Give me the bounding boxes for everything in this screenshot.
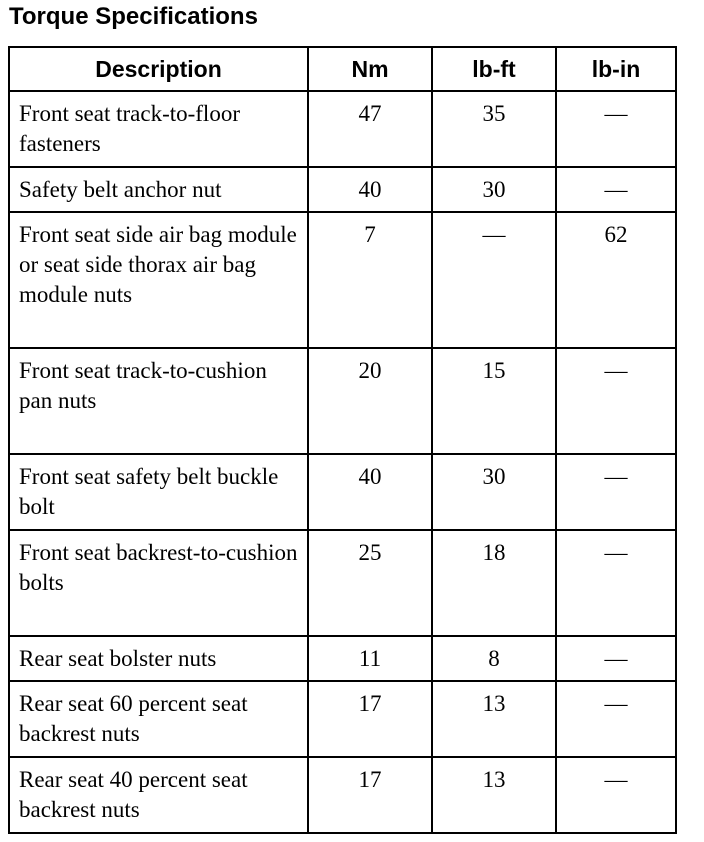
row-lbft: 15 [432,348,556,454]
row-description: Rear seat bolster nuts [9,636,308,681]
row-lbft: — [432,212,556,348]
row-lbin: — [556,454,676,530]
row-description: Front seat backrest-to-cushion bolts [9,530,308,636]
table-row [9,91,676,167]
row-nm: 11 [308,636,432,681]
table-row [9,757,676,833]
row-lbin: — [556,91,676,167]
table-row [9,636,676,681]
table-row [9,530,676,636]
row-lbin: — [556,681,676,757]
row-description: Safety belt anchor nut [9,167,308,212]
row-lbft: 35 [432,91,556,167]
row-nm: 40 [308,454,432,530]
row-description: Front seat track-to-floor fasteners [9,91,308,167]
row-nm: 7 [308,212,432,348]
row-description: Front seat track-to-cushion pan nuts [9,348,308,454]
table-header-row [9,47,676,91]
table-row [9,681,676,757]
row-lbft: 13 [432,681,556,757]
row-lbin: — [556,167,676,212]
row-lbft: 18 [432,530,556,636]
row-lbft: 13 [432,757,556,833]
table-row [9,348,676,454]
row-description: Front seat side air bag module or seat side thorax air bag module nuts [9,212,308,348]
table-row [9,454,676,530]
row-nm: 17 [308,681,432,757]
torque-spec-table [8,46,677,834]
table-row [9,212,676,348]
row-lbft: 30 [432,167,556,212]
header-lbin: lb-in [556,47,676,91]
header-nm: Nm [308,47,432,91]
row-nm: 40 [308,167,432,212]
row-lbin: 62 [556,212,676,348]
row-lbft: 30 [432,454,556,530]
header-description: Description [9,47,308,91]
row-description: Front seat safety belt buckle bolt [9,454,308,530]
row-nm: 20 [308,348,432,454]
row-lbft: 8 [432,636,556,681]
row-lbin: — [556,530,676,636]
row-lbin: — [556,348,676,454]
row-nm: 17 [308,757,432,833]
page-title: Torque Specifications [9,3,258,30]
table-row [9,167,676,212]
row-lbin: — [556,757,676,833]
header-lbft: lb-ft [432,47,556,91]
row-nm: 47 [308,91,432,167]
row-description: Rear seat 60 percent seat backrest nuts [9,681,308,757]
row-description: Rear seat 40 percent seat backrest nuts [9,757,308,833]
row-lbin: — [556,636,676,681]
row-nm: 25 [308,530,432,636]
